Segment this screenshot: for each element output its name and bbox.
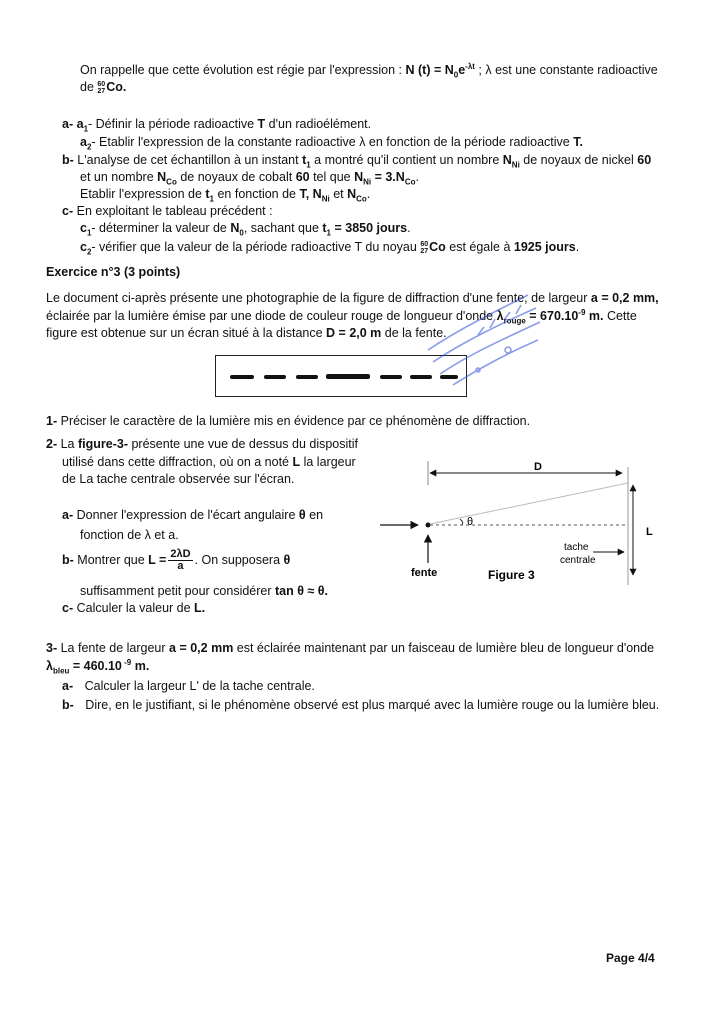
figure-3-diagram	[378, 455, 668, 590]
diffraction-fringe	[264, 375, 286, 379]
question-b-line-2: et un nombre $N_{Co}$ de noyaux de cobalt 60 tel que $N_{Ni} = 3.N_{Co}$.	[80, 170, 419, 187]
label-d: D	[534, 461, 542, 473]
intro-text: On rappelle que cette évolution est régie par l'expression :	[80, 63, 406, 77]
question-1: 1- Préciser le caractère de la lumière mis en évidence par ce phénomène de diffraction.	[46, 414, 531, 428]
question-c-intro: c- En exploitant le tableau précédent :	[62, 204, 273, 218]
page-number: Page 4/4	[606, 951, 655, 965]
question-2b: b- Montrer que L = $\frac{2\lambda D}{a}$ . On supposera θ	[62, 548, 291, 573]
label-l: L	[646, 526, 653, 538]
question-b-label: b-	[62, 153, 74, 167]
question-2a: a- Donner l'expression de l'écart angulaire θ en	[62, 508, 324, 522]
question-2c: c- Calculer la valeur de L.	[62, 601, 206, 615]
question-2a-line-2: fonction de λ et a.	[80, 528, 179, 542]
diffraction-fringe	[410, 375, 432, 379]
question-2-line-3: de La tache centrale observée sur l'écran.	[62, 472, 295, 486]
label-centrale: centrale	[560, 555, 596, 566]
diffraction-fringe	[440, 375, 458, 379]
question-c1: $c_1-$ déterminer la valeur de $N_0$, sachant que $t_1 = 3850$ jours.	[80, 221, 411, 238]
intro-line-2: de 60 27 Co.	[80, 80, 127, 95]
exercise-3-title: Exercice n°3 (3 points)	[46, 265, 181, 279]
question-3-line-2: $\lambda_{bleu} = 460.10$ $^{-9}$ m.	[46, 657, 150, 676]
diffraction-central-fringe	[326, 374, 370, 379]
question-3b: b- Dire, en le justifiant, si le phénomène observé est plus marqué avec la lumière rouge ou la lumière bleu.	[62, 698, 660, 712]
fraction-2lambdaD-over-a: $\frac{2\lambda D}{a}$	[170, 548, 191, 573]
diffraction-fringe	[380, 375, 402, 379]
figure-caption: Figure 3	[488, 568, 535, 582]
diffraction-fringe	[296, 375, 318, 379]
theta-arc	[460, 519, 463, 525]
label-theta: θ	[467, 516, 474, 528]
diffraction-pattern-photo	[215, 355, 467, 397]
question-a-label: a-	[62, 117, 74, 131]
question-b-line-1: b- L'analyse de cet échantillon à un instant $t_1$ a montré qu'il contient un nombre $N_{Ni}$ de noyaux de nickel 60	[62, 153, 652, 170]
question-a2: $a_2-$ Etablir l'expression de la constante radioactive λ en fonction de la période radioactive T.	[80, 135, 583, 152]
diffraction-fringe	[230, 375, 254, 379]
question-c2: $c_2-$ vérifier que la valeur de la période radioactive T du noyau 60 27 Co est égale à 1925 jours.	[80, 240, 580, 257]
label-fente: fente	[411, 567, 438, 579]
exercise-3-paragraph-line-3: figure est obtenue sur un écran situé à la distance D = 2,0 m de la fente.	[46, 326, 447, 340]
question-a1: a- $a_1-$ Définir la période radioactive T d'un radioélément.	[62, 117, 372, 134]
question-2-line-2: utilisé dans cette diffraction, où on a noté L la largeur	[62, 455, 356, 469]
question-2-line-1: 2- La figure-3- présente une vue de dessus du dispositif	[46, 437, 359, 451]
question-3-line-1: 3- La fente de largeur a = 0,2 mm est éclairée maintenant par un faisceau de lumière bleu de longueur d'onde	[46, 641, 655, 655]
intro-end: ; λ est une constante radioactive	[474, 63, 658, 77]
label-tache: tache	[564, 542, 589, 553]
intro-line-1	[80, 62, 658, 78]
decay-formula: N $(t) = N_0e^{-\lambda t}$	[405, 61, 475, 80]
exercise-3-paragraph-line-1: Le document ci-après présente une photographie de la figure de diffraction d'une fente, de largeur a = 0,2 mm,	[46, 291, 659, 305]
slit-point	[426, 523, 431, 528]
question-c-label: c-	[62, 204, 74, 218]
diffracted-ray	[430, 483, 628, 524]
exercise-3-paragraph-line-2: éclairée par la lumière émise par une diode de couleur rouge de longueur d'onde $\lambda_{rouge} = 670.10^{-9}$ m. Cette	[46, 307, 637, 326]
question-3a: a- Calculer la largeur L' de la tache centrale.	[62, 679, 315, 693]
cobalt-isotope-notation: 60 27	[97, 80, 106, 95]
question-2b-line-2: suffisamment petit pour considérer tan θ ≈ θ.	[80, 584, 329, 598]
question-b-line-3: Etablir l'expression de $t_1$ en fonction de T, $N_{Ni}$ et $N_{Co}$.	[80, 187, 371, 204]
